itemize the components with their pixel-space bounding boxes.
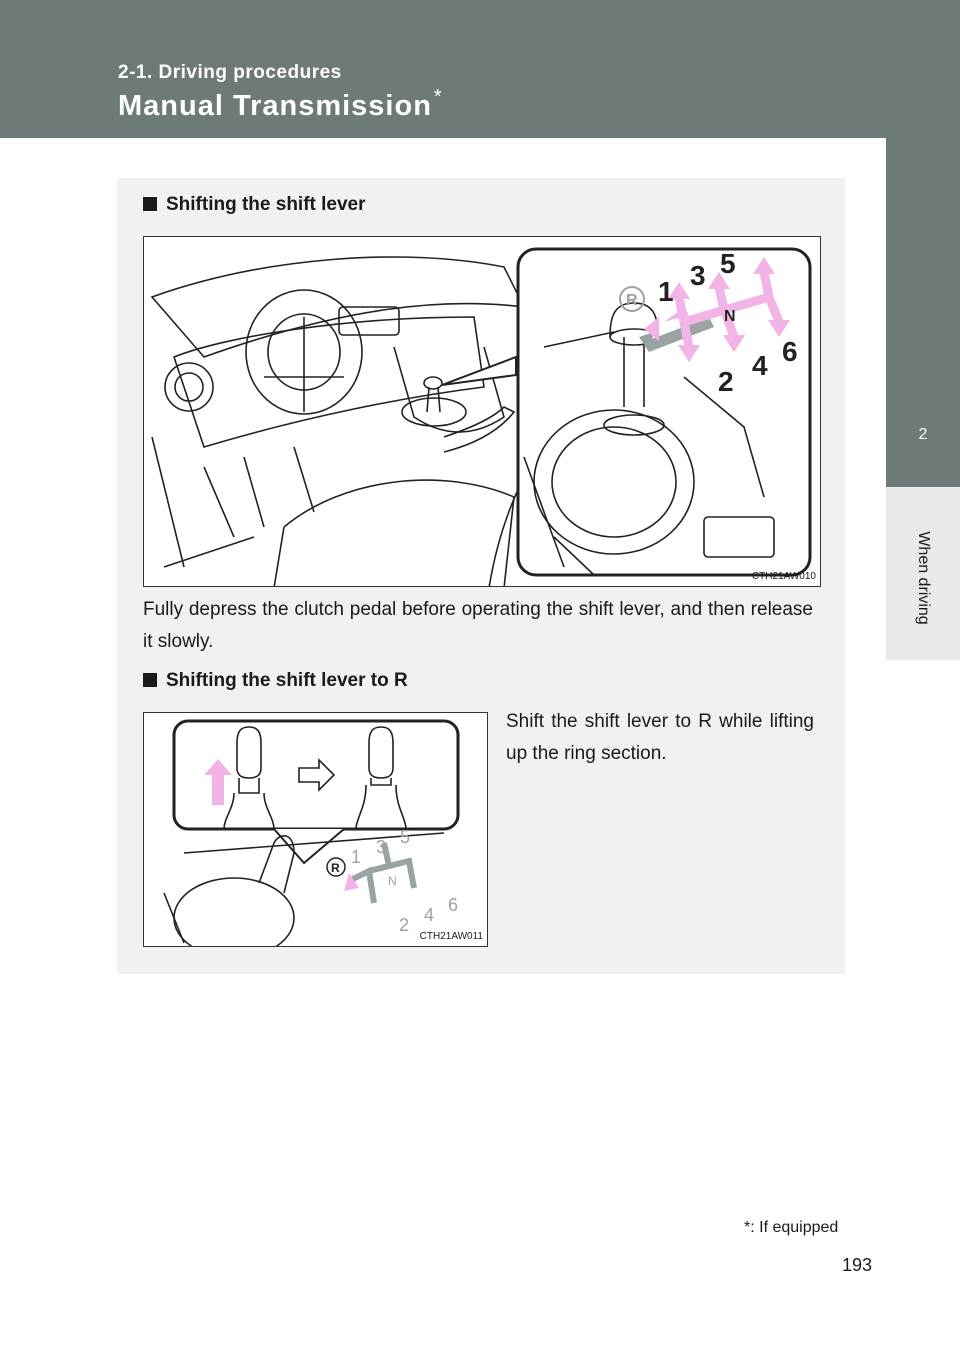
figure-reverse	[143, 712, 488, 947]
gear-label-4: 4	[752, 350, 768, 381]
body-text-clutch: Fully depress the clutch pedal before operating the shift lever, and then release it slowly.	[143, 599, 813, 652]
chapter-tab	[886, 0, 960, 1345]
figure-shift-lever	[143, 236, 821, 587]
gear-label-1: 1	[658, 276, 674, 307]
neutral-label: N	[724, 308, 736, 325]
figure-code: CTH21AW011	[419, 931, 483, 942]
body-text-reverse: Shift the shift lever to R while lifting up the ring section.	[506, 711, 814, 764]
section-label: 2-1. Driving procedures	[118, 62, 342, 83]
section-heading-reverse	[143, 670, 408, 692]
gear-label-3-small: 3	[376, 837, 387, 857]
gear-label-3: 3	[690, 260, 706, 291]
page-title-text: Manual Transmission	[118, 90, 432, 122]
square-bullet-icon	[143, 197, 157, 211]
shift-pattern-small	[327, 827, 458, 935]
section-heading-text: Shifting the shift lever	[166, 194, 366, 215]
gear-label-2: 2	[718, 366, 734, 397]
figure-code: CTH21AW010	[751, 571, 816, 582]
gear-label-6: 6	[782, 336, 798, 367]
page-title	[118, 86, 443, 123]
page-header	[0, 0, 960, 138]
tab-top-band	[886, 0, 960, 395]
reverse-label-small: R	[331, 861, 340, 875]
gear-label-6-small: 6	[448, 895, 459, 915]
gear-label-4-small: 4	[424, 905, 435, 925]
cockpit-illustration	[144, 237, 821, 587]
gear-label-1-small: 1	[351, 847, 362, 867]
gear-label-5-small: 5	[400, 827, 411, 847]
chapter-number: 2	[918, 426, 928, 443]
gear-label-2-small: 2	[399, 915, 410, 935]
footnote: *: If equipped	[744, 1219, 839, 1236]
gear-label-5: 5	[720, 248, 736, 279]
neutral-label-small: N	[388, 874, 397, 888]
section-heading-text: Shifting the shift lever to R	[166, 670, 408, 691]
reverse-illustration	[144, 713, 488, 947]
section-heading-shift-lever	[143, 194, 366, 216]
chapter-label: When driving	[915, 531, 932, 625]
square-bullet-icon	[143, 673, 157, 687]
page-number: 193	[842, 1255, 873, 1275]
asterisk-icon: *	[433, 86, 443, 108]
reverse-label: R	[626, 292, 638, 309]
